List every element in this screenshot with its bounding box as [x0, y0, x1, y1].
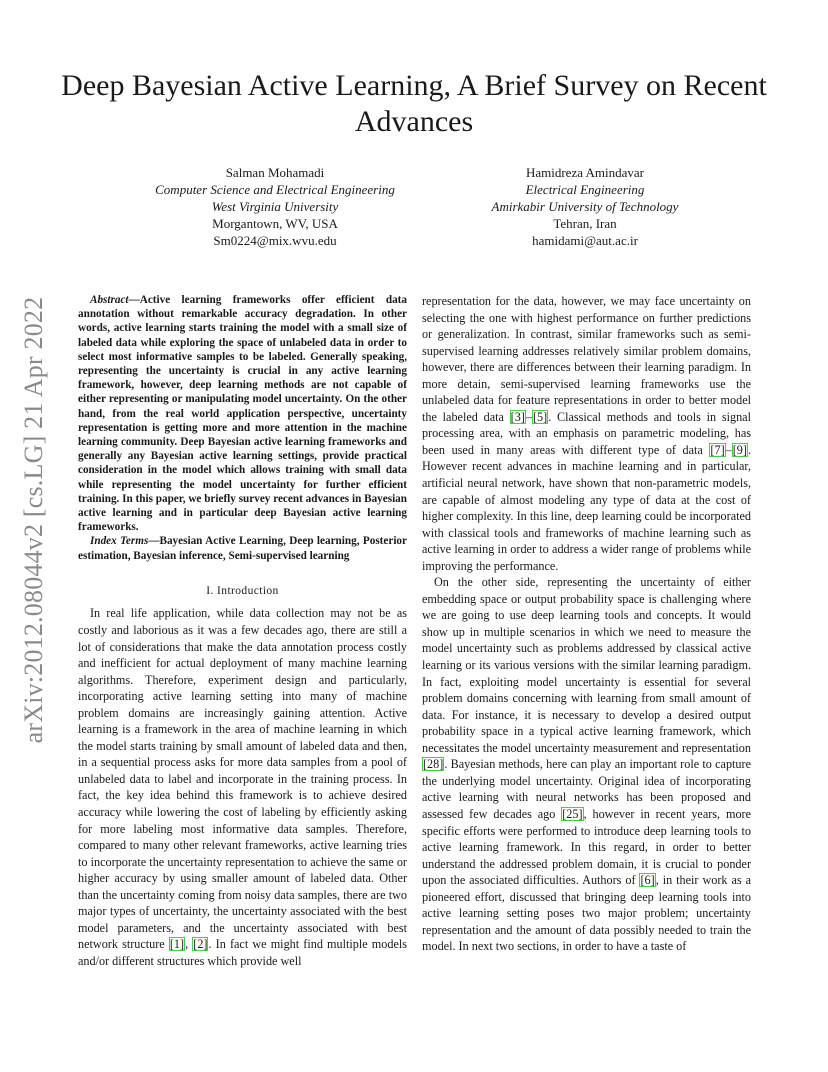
left-column: [78, 293, 407, 969]
index-terms-text: —Bayesian Active Learning, Deep learning, Posterior estimation, Bayesian inference, Semi-supervised learning: [78, 535, 407, 562]
citation-link[interactable]: [28]: [423, 757, 444, 772]
text-run: representation for the data, however, we may face uncertainty on selecting the one with highest performance on further predictions or generalization. In contrast, similar frameworks such as semi-supervised learning addresses relatively similar problem domains, however, there are differences between their learning paradigm. In more detain, semi-supervised learning frameworks use the unlabeled data for feature representations in order to better model the labeled data: [422, 294, 751, 424]
citation-link[interactable]: [9]: [732, 442, 747, 457]
citation-link[interactable]: [3]: [510, 409, 525, 424]
body-paragraph: [422, 574, 751, 955]
author-block-1: [120, 164, 430, 249]
author-name: Hamidreza Amindavar: [525, 165, 645, 180]
text-run: –: [725, 442, 732, 457]
arxiv-identifier: arXiv:2012.08044v2 [cs.LG] 21 Apr 2022: [19, 296, 48, 744]
author-university: Amirkabir University of Technology: [491, 199, 679, 214]
author-department: Computer Science and Electrical Engineering: [155, 182, 395, 197]
author-block-2: [435, 164, 735, 249]
index-terms: [78, 534, 407, 562]
citation-link[interactable]: [25]: [562, 806, 583, 821]
text-run: ,: [185, 937, 193, 952]
text-run: –: [525, 409, 532, 424]
author-name: Salman Mohamadi: [225, 165, 325, 180]
author-location: Tehran, Iran: [553, 216, 617, 231]
paper-title: Deep Bayesian Active Learning, A Brief Survey on Recent Advances: [61, 69, 767, 138]
author-email: Sm0224@mix.wvu.edu: [213, 233, 337, 248]
section-heading: I. Introduction: [206, 584, 279, 597]
right-column: [422, 293, 751, 955]
citation-link[interactable]: [1]: [169, 937, 185, 952]
citation-link[interactable]: [7]: [710, 442, 725, 457]
index-terms-label: Index Terms: [90, 535, 149, 548]
text-run: , however in recent years, more specific efforts were performed to introduce deep learning tools to active learning framework. In this regard, in order to better understand the addressed problem domain, it is crucial to ponder upon the associated difficulties. Authors of: [422, 806, 752, 888]
arxiv-sidebar: [16, 280, 52, 760]
intro-paragraph: [78, 605, 407, 969]
author-email: hamidami@aut.ac.ir: [532, 233, 638, 248]
text-run: In real life application, while data collection may not be as costly and laborious as it was a few decades ago, there are still a lot of considerations that make the data annotation process costly and inefficient for actual deployment of many machine learning algorithms. Therefore, experiment design and particularly, incorporating active learning setting into many of machine problem domains are increasingly gaining attention. Active learning is a framework in the area of machine learning in which the model starts training by small amount of labeled data and then, in a sequential process asks for more data samples from a pool of unlabeled data to label and incorporate in the training process. In fact, the key idea behind this framework is to achieve desired accuracy while lowering the cost of labeling by efficiently asking for more labeling most informative data samples. Therefore, compared to many other relevant frameworks, active learning tries to incorporate the uncertainty representation to achieve the same or higher accuracy by using smaller amount of labeled data. Other than the uncertainty coming from noisy data samples, there are two major types of uncertainty, the uncertainty associated with the best model parameters, and the uncertainty associated with best network structure: [78, 606, 407, 952]
citation-link[interactable]: [5]: [532, 409, 548, 424]
text-run: , in their work as a pioneered effort, discussed that bringing deep learning tools into active learning setting poses two major problem; uncertainty representation and the amount of data possibly needed to train the model. In next two sections, in order to have a taste of: [422, 873, 751, 954]
citation-link[interactable]: [2]: [193, 937, 208, 952]
citation-link[interactable]: [6]: [640, 873, 655, 888]
text-run: . However recent advances in machine learning and in particular, artificial neural network, have shown that non-parametric models, are capable of almost modeling any type of data at the cost of higher complexity. In this line, deep learning could be incorporated with classical tools and frameworks of machine learning such as active learning in order to address a wider range of problems while improving the performance.: [422, 442, 751, 573]
body-paragraph: [422, 293, 751, 574]
text-run: . In fact we might find multiple models and/or different structures which provide well: [78, 937, 408, 968]
abstract-label: Abstract: [90, 294, 129, 306]
text-run: . Bayesian methods, here can play an important role to capture the underlying model uncertainty. Original idea of incorporating active learning with neural networks has been proposed and assessed few decades ago: [422, 757, 751, 821]
text-run: . Classical methods and tools in signal processing area, with an emphasis on parametric modeling, has been used in many areas with different type of data: [422, 409, 751, 457]
author-department: Electrical Engineering: [525, 182, 645, 197]
abstract: [78, 293, 407, 534]
abstract-text: —Active learning frameworks offer efficient data annotation without remarkable accuracy degradation. In other words, active learning starts training the model with a small size of labeled data while exploring the space of unlabeled data in order to select most informative samples to be labeled. Generally speaking, representing the uncertainty is crucial in any active learning framework, however, deep learning methods are not capable of either representing or manipulating model uncertainty. On the other hand, from the real world application perspective, uncertainty representation is getting more and more attention in the machine learning community. Deep Bayesian active learning frameworks and generally any Bayesian active learning settings, provide practical consideration in the model which allows training with small data while representing the model uncertainty for further efficient training. In this paper, we briefly survey recent advances in Bayesian active learning and in particular deep Bayesian active learning frameworks.: [78, 294, 407, 534]
author-university: West Virginia University: [211, 199, 339, 214]
text-run: On the other side, representing the uncertainty of either embedding space or output probability space is challenging where we are going to use deep learning tools and concepts. It would show up in multiple scenarios in which we need to measure the model uncertainty such as problems addressed by classical active learning or its various versions with the similar learning paradigm. In fact, exploiting model uncertainty is essential for several problem domains concerning with learning from small amount of data. For instance, it is necessary to develop a desired output probability space in a typical active learning framework, which necessitates the model uncertainty measurement and representation: [422, 575, 751, 755]
author-location: Morgantown, WV, USA: [212, 216, 338, 231]
